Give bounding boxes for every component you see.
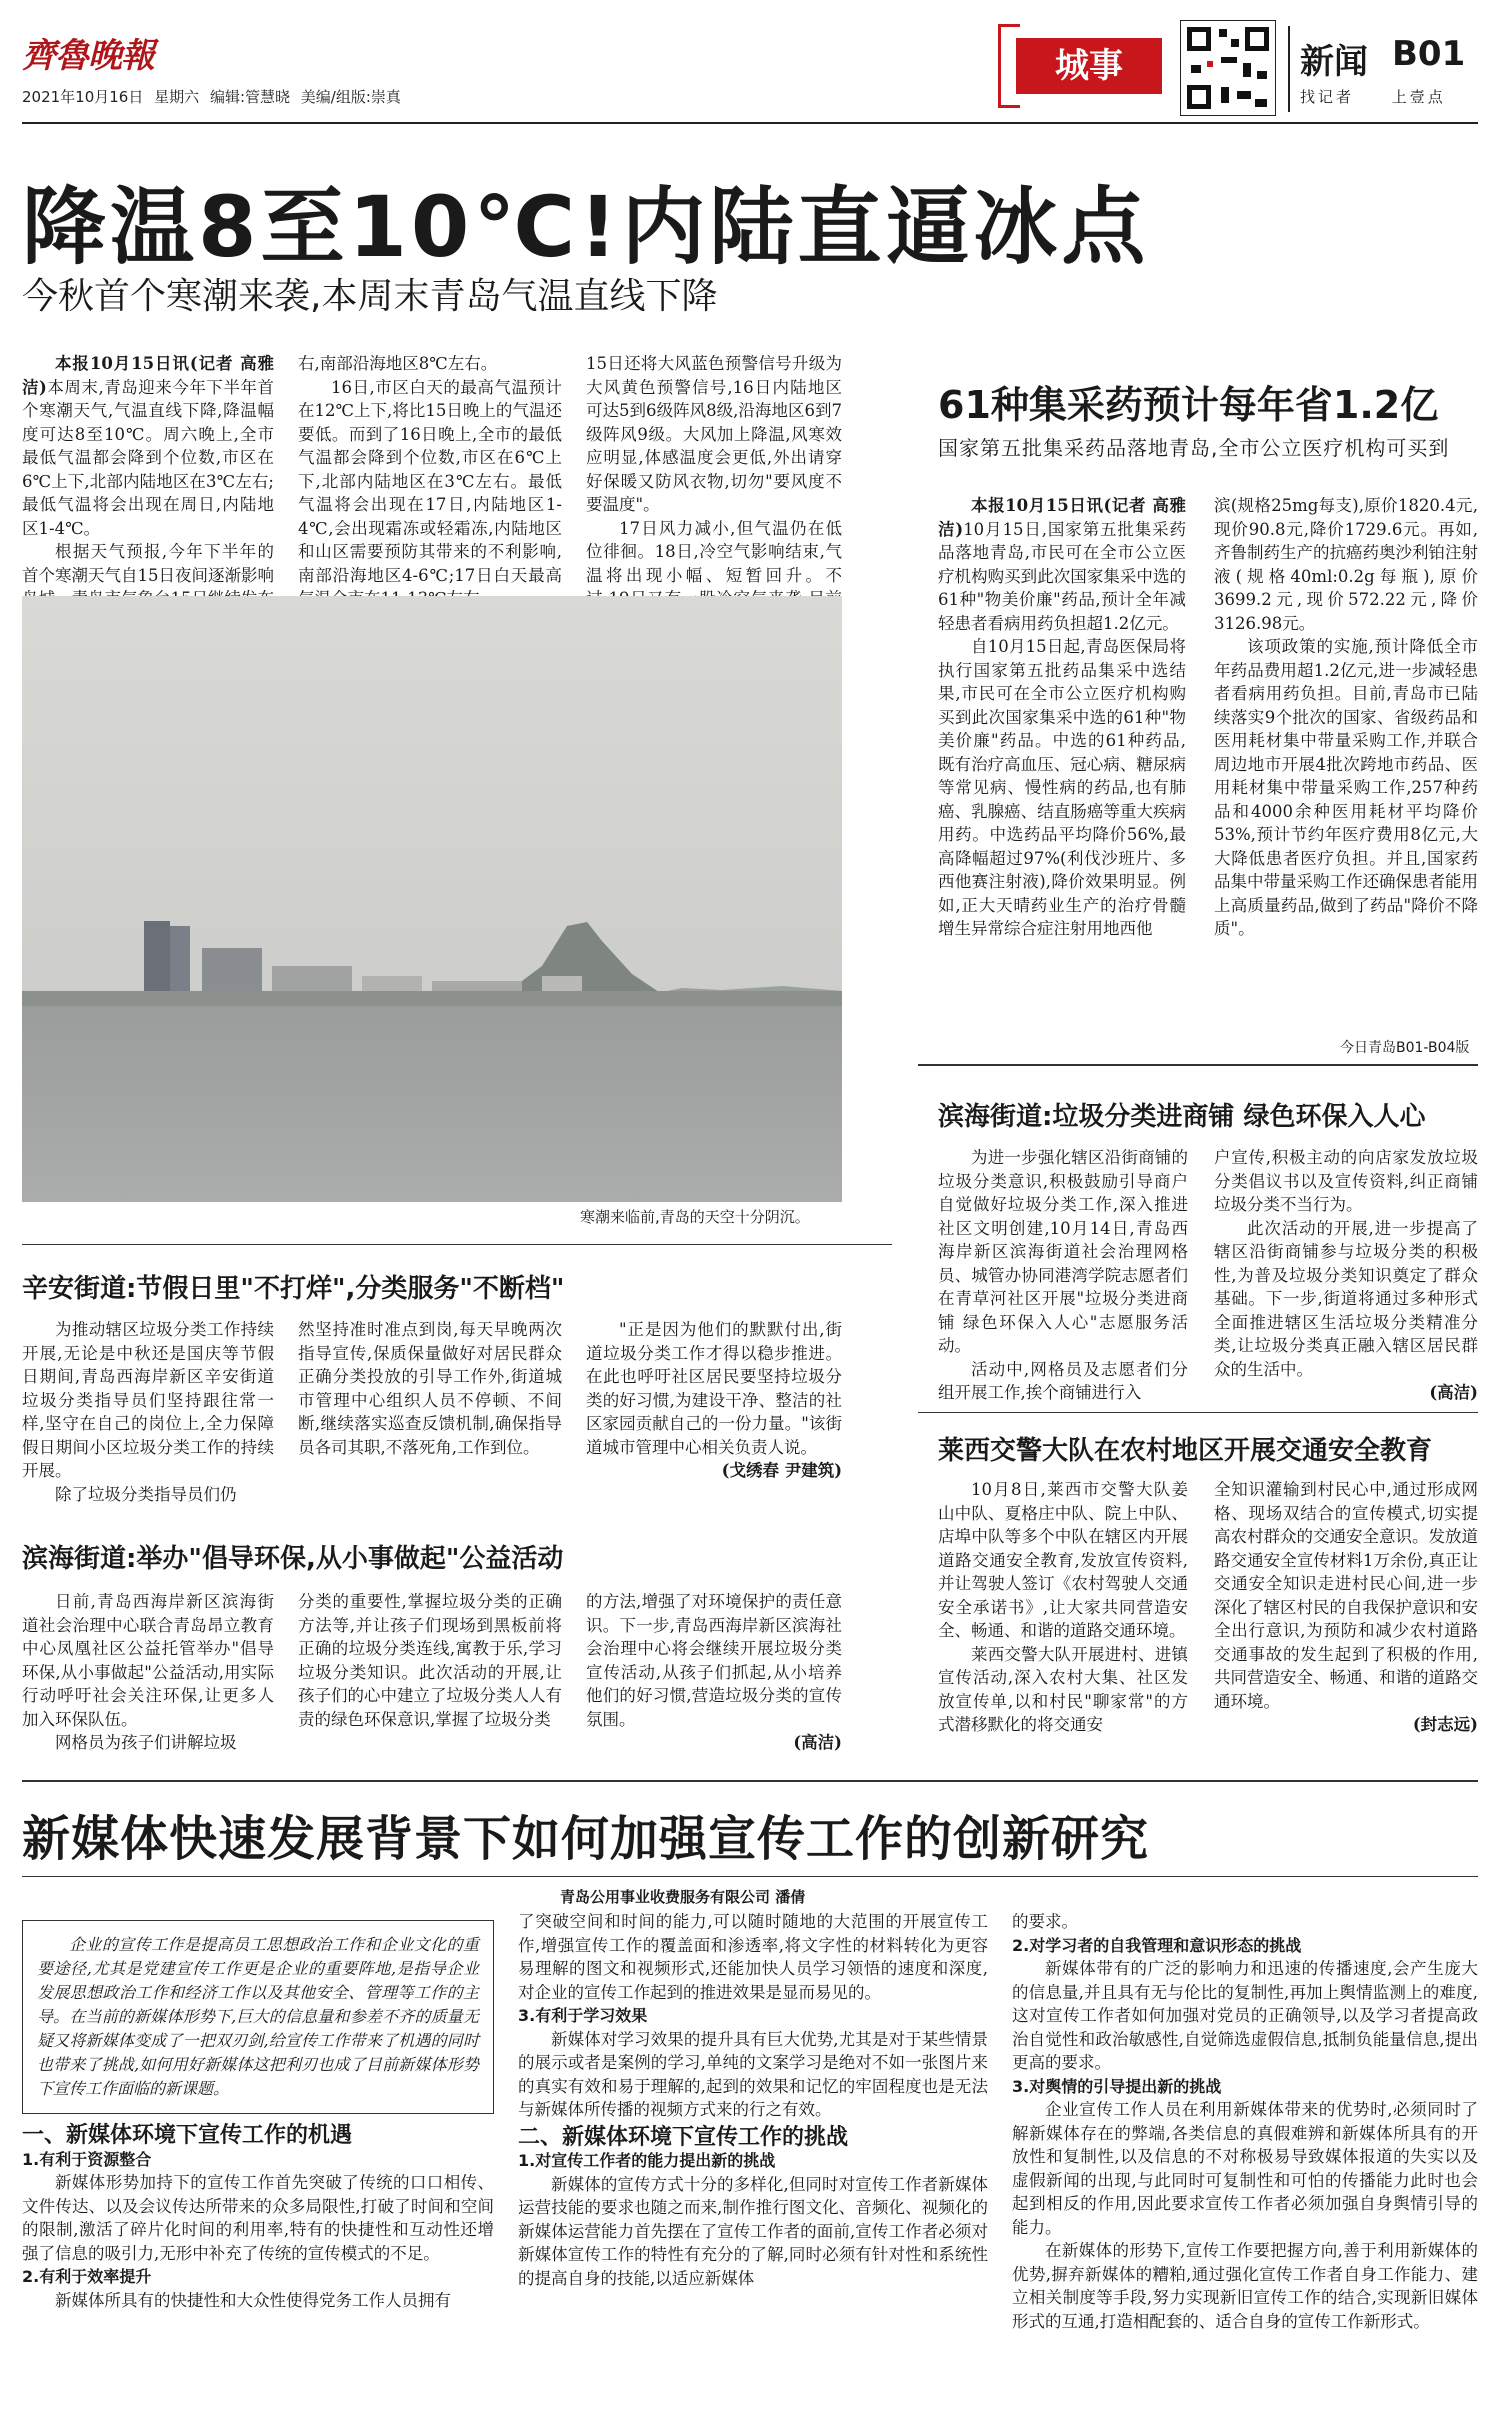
xinan-paragraph: 为推动辖区垃圾分类工作持续开展,无论是中秋还是国庆等节假日期间,青岛西海岸新区辛安街道垃圾分类指导员们坚持跟往常一样,坚守在自己的岗位上,全力保障假日期间小区垃圾分类工作的持续开展。: [22, 1320, 274, 1480]
sub-heading: 3.对舆情的引导提出新的挑战: [1012, 2076, 1222, 2096]
qr-code-icon[interactable]: [1180, 20, 1276, 116]
byline: (戈绣春 尹建筑): [721, 1461, 842, 1480]
xinan-paragraph: "正是因为他们的默默付出,街道垃圾分类工作才得以稳步推进。在此也呼吁社区居民要坚持垃圾分类的好习惯,为建设干净、整洁的社区家园贡献自己的一份力量。"该街道城市管理中心相关负责人说。: [586, 1320, 842, 1457]
drugs-column-2: [1214, 494, 1478, 941]
news-label: 新闻: [1300, 42, 1368, 82]
laixi-traffic-column-1: [938, 1478, 1188, 1737]
newspaper-logo: 齊魯晚報: [22, 36, 154, 76]
newmedia-paragraph: 企业宣传工作人员在利用新媒体带来的优势时,必须同时了解新媒体存在的弊端,各类信息的真假难辨和新媒体所具有的开放性和复制性,以及信息的不对称极易导致媒体报道的失实以及虚假新闻的出现,与此同时可复制性和可怕的传播能力此时也会起到相反的作用,因此要求宣传工作者必须加强自身舆情引导的能力。: [1012, 2100, 1478, 2237]
drugs-column-1: [938, 494, 1186, 941]
xinan-column-2: [298, 1318, 562, 1459]
xinan-column-1: [22, 1318, 274, 1506]
cold-paragraph: 16日,市区白天的最高气温预计在12℃上下,将比15日晚上的气温还要低。而到了16日晚上,全市的最低气温都会降到个位数,市区在6℃上下,北部内陆地区在3℃左右。最低气温将会出现在17日,内陆地区1-4℃,会出现霜冻或轻霜冻,内陆地区和山区需要预防其带来的不利影响,南部沿海地区4-6℃;17日白天最高: [298, 377, 562, 585]
binhai-waste-paragraph: 此次活动的开展,进一步提高了辖区沿街商铺参与垃圾分类的积极性,为普及垃圾分类知识奠定了群众基础。下一步,街道将通过多种形式全面推进辖区生活垃圾分类精准分类,让垃圾分类真正融入辖区居民群众的生活中。: [1214, 1218, 1478, 1379]
divider: [22, 1780, 1478, 1782]
newmedia-paragraph: 的要求。: [1012, 1912, 1078, 1931]
newmedia-paragraph: 在新媒体的形势下,宣传工作要把握方向,善于利用新媒体的优势,摒弃新媒体的糟粕,通过强化宣传工作者自身工作能力、建立相关制度等手段,努力实现新旧宣传工作的结合,实现新旧媒体形式的互通,打造相配套的、适合自身的宣传工作新形式。: [1012, 2241, 1478, 2331]
cold-paragraph: 15日还将大风蓝色预警信号升级为大风黄色预警信号,16日内陆地区可达5到6级阵风8级,沿海地区6到7级阵风9级。大风加上降温,风寒效应明显,体感温度会更低,外出请穿好保暖又防风衣物,切勿"要风度不要温度"。: [586, 354, 842, 514]
part-heading: 一、新媒体环境下宣传工作的机遇: [22, 2123, 353, 2148]
binhai-waste-column-2: [1214, 1146, 1478, 1405]
sub-heading: 1.有利于资源整合: [22, 2149, 152, 2169]
newmedia-paragraph: 新媒体形势加持下的宣传工作首先突破了传统的口口相传、文件传达、以及会议传达所带来的众多局限性,打破了时间和空间的限制,激活了碎片化时间的利用率,特有的快捷性和互动性还增强了信息的吸引力,无形中补充了传统的宣传模式的不足。: [22, 2173, 494, 2263]
binhai-waste-paragraph: 户宣传,积极主动的向店家发放垃圾分类倡议书以及宣传资料,纠正商铺垃圾分类不当行为。: [1214, 1148, 1478, 1214]
drugs-paragraph: 该项政策的实施,预计降低全市年药品费用超1.2亿元,进一步减轻患者看病用药负担。目前,青岛市已陆续落实9个批次的国家、省级药品和医用耗材集中带量采购工作,并联合周边地市开展4批次跨地市药品、医用耗材集中带量采购工作,257种药品和4000余种医用耗材平均降价53%,预计节约年医疗费用8亿元,大大降低患者医疗负担。并且,国家药品集中带量采购工作还确保患者能用上高质量药品,做到了药品"降价不降质"。: [1214, 637, 1478, 938]
laixi-traffic-column-2: [1214, 1478, 1478, 1737]
binhai-eco-paragraph: 的方法,增强了对环境保护的责任意识。下一步,青岛西海岸新区滨海社会治理中心将会继续开展垃圾分类宣传活动,从孩子们抓起,从小培养他们的好习惯,营造垃圾分类的宣传氛围。: [586, 1592, 842, 1729]
lead-subhead: 今秋首个寒潮来袭,本周末青岛气温直线下降: [22, 276, 718, 317]
jump-note: 今日青岛B01-B04版: [1340, 1040, 1470, 1056]
newmedia-headline: 新媒体快速发展背景下如何加强宣传工作的创新研究: [22, 1811, 1150, 1867]
sub-heading: 2.有利于效率提升: [22, 2267, 152, 2286]
xinan-paragraph: 然坚持准时准点到岗,每天早晚两次指导宣传,保质保量做好对居民群众正确分类投放的引导工作外,街道城市管理中心组织人员不停顿、不间断,继续落实巡查反馈机制,确保指导员各司其职,不落死角,工作到位。: [298, 1320, 562, 1457]
section-tag: 城事: [1016, 38, 1162, 94]
issue-info: [22, 86, 401, 107]
xinan-paragraph: 除了垃圾分类指导员们仍: [55, 1484, 237, 1504]
page-number: B01: [1392, 34, 1466, 74]
newmedia-paragraph: 新媒体的宣传方式十分的多样化,但同时对宣传工作者新媒体运营技能的要求也随之而来,制作推行图文化、音频化、视频化的新媒体运营能力首先摆在了宣传工作者的面前,宣传工作者必须对新媒体宣传工作的特性有充分的了解,同时必须有针对性和系统性的提高自身的技能,以适应新媒体: [518, 2174, 988, 2288]
dateline: 本报10月15日讯(记者 高雅洁): [938, 496, 1186, 539]
newmedia-paragraph: 新媒体带有的广泛的影响力和迅速的传播速度,会产生庞大的信息量,并且具有无与伦比的复制性,再加上舆情监测上的难度,这对宣传工作者如何加强对党员的正确领导,以及学习者提高政治自觉性和政治敏感性,自觉筛选虚假信息,抵制负能量信息,提出更高的要求。: [1012, 1959, 1478, 2072]
photo-caption: 寒潮来临前,青岛的天空十分阴沉。: [580, 1208, 810, 1226]
newmedia-column-2: [518, 1910, 988, 2290]
cold-paragraph: 17日风力减小,但气温仍在低位徘徊。18日,冷空气影响结束,气温将出现小幅、短暂回升。不: [586, 518, 842, 585]
laixi-traffic-paragraph: 10月8日,莱西市交警大队姜山中队、夏格庄中队、院上中队、店埠中队等多个中队在辖区内开展道路交通安全教育,发放宣传资料,并让驾驶人签订《农村驾驶人交通安全承诺书》,让大家共同营造安全、畅通、和谐的道路交通环境。: [938, 1480, 1188, 1640]
laixi-traffic-paragraph: 莱西交警大队开展进村、进镇宣传活动,深入农村大集、社区发放宣传单,以和村民"聊家常"的方式潜移默化的将交通安: [938, 1644, 1188, 1734]
newmedia-paragraph: 了突破空间和时间的能力,可以随时随地的大范围的开展宣传工作,增强宣传工作的覆盖面和渗透率,将文字性的材料转化为更容易理解的图文和视频形式,还能加快人员学习领悟的速度和深度,对企业的宣传工作起到的推进效果是显而易见的。: [518, 1912, 988, 2002]
sub-heading: 2.对学习者的自我管理和意识形态的挑战: [1012, 1935, 1302, 1955]
slogan-left: 找记者: [1300, 88, 1355, 106]
drugs-subhead: 国家第五批集采药品落地青岛,全市公立医疗机构可买到: [938, 436, 1450, 460]
drugs-paragraph: 自10月15日起,青岛医保局将执行国家第五批药品集采中选结果,市民可在全市公立医疗机构购买到此次国家集采中选的61种"物美价廉"药品。中选的61种药品,既有治疗高血压、冠心病、糖尿病等常见病、慢性病的药品,也有肺癌、乳腺癌、结直肠癌等重大疾病用药。中选药品平均降价56%,最高降幅超过97%(利伐沙班片、多西他赛注射液),降价效果明显。例如,正大天晴药业生产的治疗骨髓增生异常综合症注射用地西他: [938, 637, 1186, 938]
binhai-eco-column-1: [22, 1590, 274, 1755]
byline: (高洁): [1429, 1383, 1478, 1402]
divider: [22, 1876, 1478, 1877]
sub-heading: 3.有利于学习效果: [518, 2006, 648, 2025]
divider: [918, 1412, 1478, 1413]
newmedia-author: 青岛公用事业收费服务有限公司 潘倩: [560, 1888, 806, 1906]
slogan-right: 上壹点: [1391, 88, 1446, 106]
cold-paragraph: 根据天气预报,今年下半年的首个寒潮天气自15日夜间逐渐影响: [22, 542, 274, 585]
binhai-waste-headline: 滨海街道:垃圾分类进商铺 绿色环保入人心: [938, 1102, 1426, 1132]
divider: [918, 1064, 1478, 1066]
divider: [22, 1244, 892, 1245]
binhai-eco-paragraph: 日前,青岛西海岸新区滨海街道社会治理中心联合青岛昂立教育中心凤凰社区公益托管举办"倡导环保,从小事做起"公益活动,用实际行动呼吁社会关注环保,让更多人加入环保队伍。: [22, 1592, 274, 1729]
cold-paragraph: 右,南部沿海地区8℃左右。: [298, 354, 498, 373]
cold-wave-photo: [22, 596, 842, 1202]
masthead-slogan: [1300, 86, 1446, 107]
binhai-eco-column-3: [586, 1590, 842, 1755]
binhai-eco-paragraph: 分类的重要性,掌握垃圾分类的正确方法等,并让孩子们现场到黑板前将正确的垃圾分类连线,寓教于乐,学习垃圾分类知识。此次活动的开展,让孩子们的心中建立了垃圾分类人人有责的绿色环保意识,掌握了垃圾分类: [298, 1592, 562, 1729]
part-heading: 二、新媒体环境下宣传工作的挑战: [518, 2124, 849, 2150]
dateline: 本报10月15日讯(记者 高雅洁): [22, 354, 274, 397]
drugs-headline: 61种集采药预计每年省1.2亿: [938, 383, 1439, 427]
issue-design: 美编/组版:崇真: [300, 88, 401, 106]
binhai-waste-paragraph: 活动中,网格员及志愿者们分组开展工作,挨个商铺进行入: [938, 1359, 1188, 1402]
binhai-waste-paragraph: 为进一步强化辖区沿街商铺的垃圾分类意识,积极鼓励引导商户自觉做好垃圾分类工作,深入推进社区文明创建,10月14日,青岛西海岸新区滨海街道社会治理网格员、城管办协同港湾学院志愿者们在青草河社区开展"垃圾分类进商铺 绿色环保入人心"志愿服务活动。: [938, 1148, 1188, 1355]
masthead-rule: [22, 122, 1478, 124]
binhai-waste-column-1: [938, 1146, 1188, 1405]
issue-editor: 编辑:管慧晓: [209, 88, 290, 106]
sub-heading: 1.对宣传工作者的能力提出新的挑战: [518, 2151, 776, 2170]
newmedia-col1-body: [22, 2124, 494, 2312]
xinan-column-3: [586, 1318, 842, 1483]
cold-paragraph: 本报10月15日讯(记者 高雅洁)本周末,青岛迎来今年下半年首个寒潮天气,气温直线下降,降温幅度可达8至10℃。周六晚上,全市最低气温都会降到个位数,市区在6℃上下,北部内陆地区在3℃左右;最低气温将会出现在周日,内陆地区1-4℃。: [22, 354, 274, 538]
laixi-traffic-paragraph: 全知识灌输到村民心中,通过形成网格、现场双结合的宣传模式,切实提高农村群众的交通安全意识。发放道路交通安全宣传材料1万余份,真正让交通安全知识走进村民心间,进一步深化了辖区村民的自我保护意识和安全出行意识,为预防和减少农村道路交通事故的发生起到了积极的作用,共同营造安全、畅通、和谐的道路交通环境。: [1214, 1480, 1478, 1711]
issue-date: 2021年10月16日: [22, 88, 144, 106]
lead-headline: 降温8至10℃!内陆直逼冰点: [22, 178, 1150, 276]
newmedia-paragraph: 新媒体对学习效果的提升具有巨大优势,尤其是对于某些情景的展示或者是案例的学习,单纯的文案学习是绝对不如一张图片来的真实有效和易于理解的,起到的效果和记忆的牢固程度也是无法与新媒体所传播的视频方式来的行之有效。: [518, 2029, 988, 2119]
xinan-headline: 辛安街道:节假日里"不打烊",分类服务"不断档": [22, 1274, 565, 1304]
newmedia-column-1: [22, 1920, 494, 2312]
laixi-traffic-headline: 莱西交警大队在农村地区开展交通安全教育: [938, 1436, 1433, 1466]
byline: (封志远): [1412, 1715, 1478, 1734]
binhai-eco-column-2: [298, 1590, 562, 1731]
drugs-paragraph: 滨(规格25mg每支),原价1820.4元,现价90.8元,降价1729.6元。再如,齐鲁制药生产的抗癌药奥沙利铂注射液(规格40ml:0.2g每瓶),原价3699.2元,现价572.22元,降价3126.98元。: [1214, 496, 1478, 633]
binhai-eco-paragraph: 网格员为孩子们讲解垃圾: [55, 1733, 237, 1752]
byline: (高洁): [793, 1733, 842, 1752]
drugs-paragraph: 本报10月15日讯(记者 高雅洁)10月15日,国家第五批集采药品落地青岛,市民可在全市公立医疗机构购买到此次国家集采中选的61种"物美价廉"药品,预计全年减轻患者看病用药负担超1.2亿元。: [938, 496, 1186, 633]
masthead-divider: [1288, 26, 1290, 112]
newmedia-column-3: [1012, 1910, 1478, 2333]
abstract-box: 企业的宣传工作是提高员工思想政治工作和企业文化的重要途径,尤其是党建宣传工作更是企业的重要阵地,是指导企业发展思想政治工作和经济工作以及其他安全、管理等工作的主导。在当前的新媒体形势下,巨大的信息量和参差不齐的质量无疑又将新媒体变成了一把双刃剑,给宣传工作带来了机遇的同时也带来了挑战,如何用好新媒体这把利刃也成了目前新媒体形势下宣传工作面临的新课题。: [22, 1920, 494, 2114]
newmedia-paragraph: 新媒体所具有的快捷性和大众性使得党务工作人员拥有: [55, 2290, 451, 2310]
binhai-eco-headline: 滨海街道:举办"倡导环保,从小事做起"公益活动: [22, 1544, 564, 1574]
issue-weekday: 星期六: [154, 88, 200, 106]
